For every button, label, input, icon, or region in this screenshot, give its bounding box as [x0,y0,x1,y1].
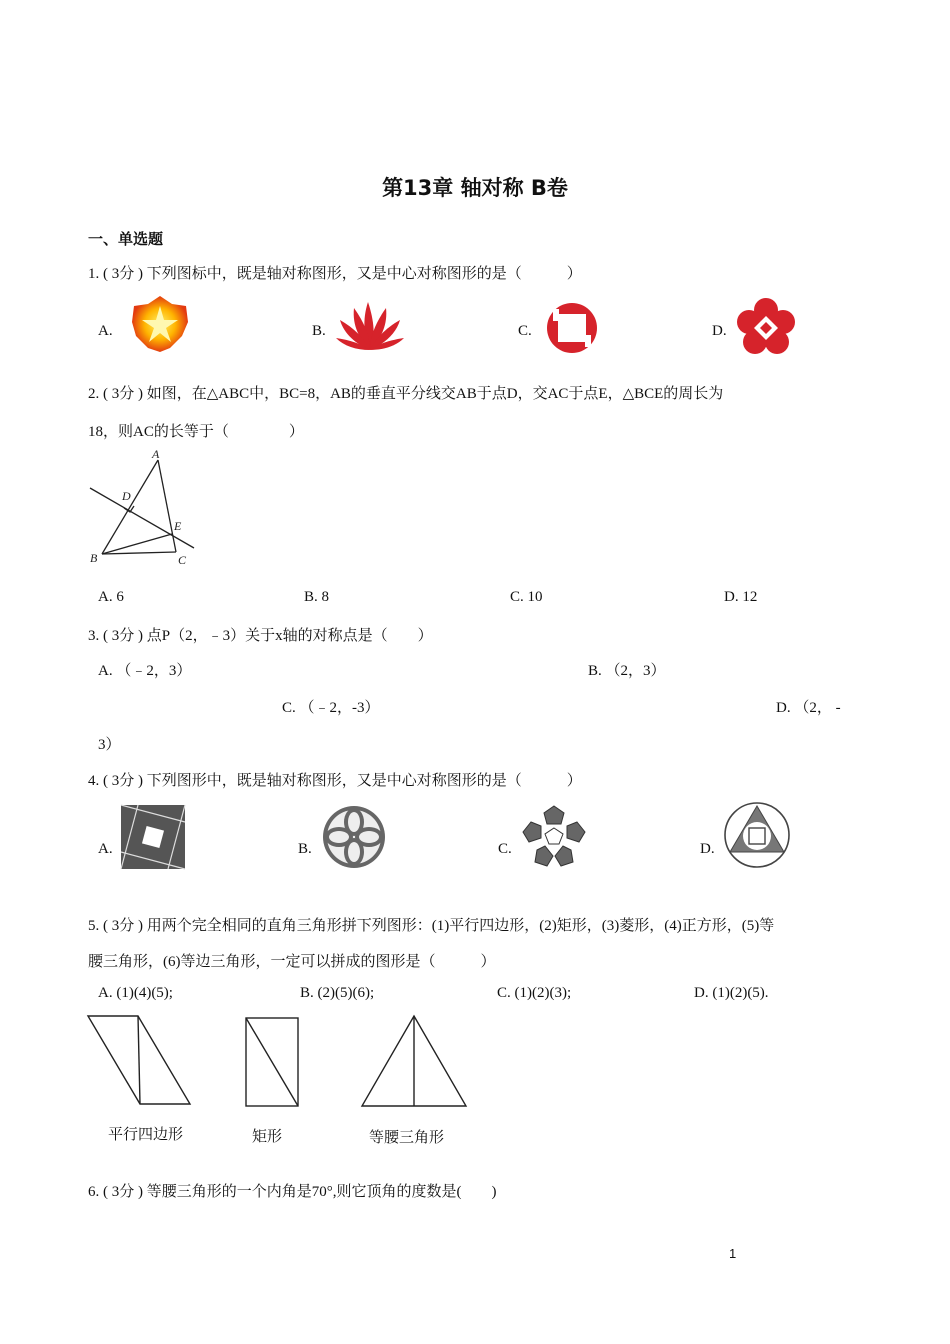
question-5-stem-line1: 5. ( 3分 ) 用两个完全相同的直角三角形拼下列图形：(1)平行四边形，(2)矩形，(3)菱形，(4)正方形，(5)等 [88,918,775,934]
parallelogram-figure [86,1014,194,1108]
q3-option-d-continued: 3） [98,737,121,753]
caption-parallelogram: 平行四边形 [108,1125,184,1143]
q1-option-b[interactable]: B. [312,323,326,339]
question-4-stem: 4. ( 3分 ) 下列图形中，既是轴对称图形，又是中心对称图形的是（ ） [88,773,582,789]
question-1-stem: 1. ( 3分 ) 下列图标中，既是轴对称图形，又是中心对称图形的是（ ） [88,266,582,282]
question-2-stem-line2: 18，则AC的长等于（ ） [88,424,304,440]
ring-square-logo-icon [544,300,600,356]
question-5-stem-line2: 腰三角形，(6)等边三角形，一定可以拼成的图形是（ ） [88,954,496,970]
q5-option-c[interactable]: C. (1)(2)(3); [497,985,572,1001]
label-d: D [122,489,131,503]
question-3-stem: 3. ( 3分 ) 点P（2，﹣3）关于x轴的对称点是（ ） [88,628,433,644]
section-heading: 一、单选题 [88,230,164,248]
q4-option-d[interactable]: D. [700,841,715,857]
circle-four-petal-figure-icon [321,804,387,870]
label-c: C [178,553,187,567]
label-a: A [152,447,160,461]
caption-rectangle: 矩形 [252,1127,283,1145]
q3-option-d[interactable]: D. （2， - [776,700,841,716]
q1-option-d[interactable]: D. [712,323,727,339]
q3-option-b[interactable]: B. （2，3） [588,663,666,679]
q2-option-d[interactable]: D. 12 [724,589,758,605]
label-e: E [174,519,182,533]
circle-triangle-square-figure-icon [722,800,792,870]
pentagon-cluster-figure-icon [521,804,587,868]
q5-option-b[interactable]: B. (2)(5)(6); [300,985,375,1001]
q1-option-a[interactable]: A. [98,323,113,339]
page-number: 1 [729,1246,737,1261]
isosceles-triangle-figure [360,1014,468,1108]
question-2-stem-line1: 2. ( 3分 ) 如图，在△ABC中，BC=8，AB的垂直平分线交AB于点D，交AC于点E，△BCE的周长为 [88,386,724,402]
triangle-abc-figure [88,448,198,570]
flower-logo-icon [737,298,795,356]
caption-isosceles-triangle: 等腰三角形 [369,1128,445,1146]
page-title: 第13章 轴对称 B卷 [382,176,568,200]
q4-option-c[interactable]: C. [498,841,512,857]
star-hexagon-logo-icon [128,294,192,356]
q2-option-c[interactable]: C. 10 [510,589,543,605]
q2-option-b[interactable]: B. 8 [304,589,330,605]
q3-option-c[interactable]: C. （﹣2，-3） [282,700,380,716]
q5-option-a[interactable]: A. (1)(4)(5); [98,985,173,1001]
petal-fan-logo-icon [334,298,406,352]
q4-option-a[interactable]: A. [98,841,113,857]
question-6-stem: 6. ( 3分 ) 等腰三角形的一个内角是70°,则它顶角的度数是( ) [88,1184,497,1200]
rectangle-figure [244,1016,300,1108]
q1-option-c[interactable]: C. [518,323,532,339]
label-b: B [90,551,98,565]
q3-option-a[interactable]: A. （﹣2，3） [98,663,192,679]
square-pinwheel-figure-icon [120,804,186,870]
q2-option-a[interactable]: A. 6 [98,589,124,605]
q4-option-b[interactable]: B. [298,841,312,857]
q5-option-d[interactable]: D. (1)(2)(5). [694,985,769,1001]
